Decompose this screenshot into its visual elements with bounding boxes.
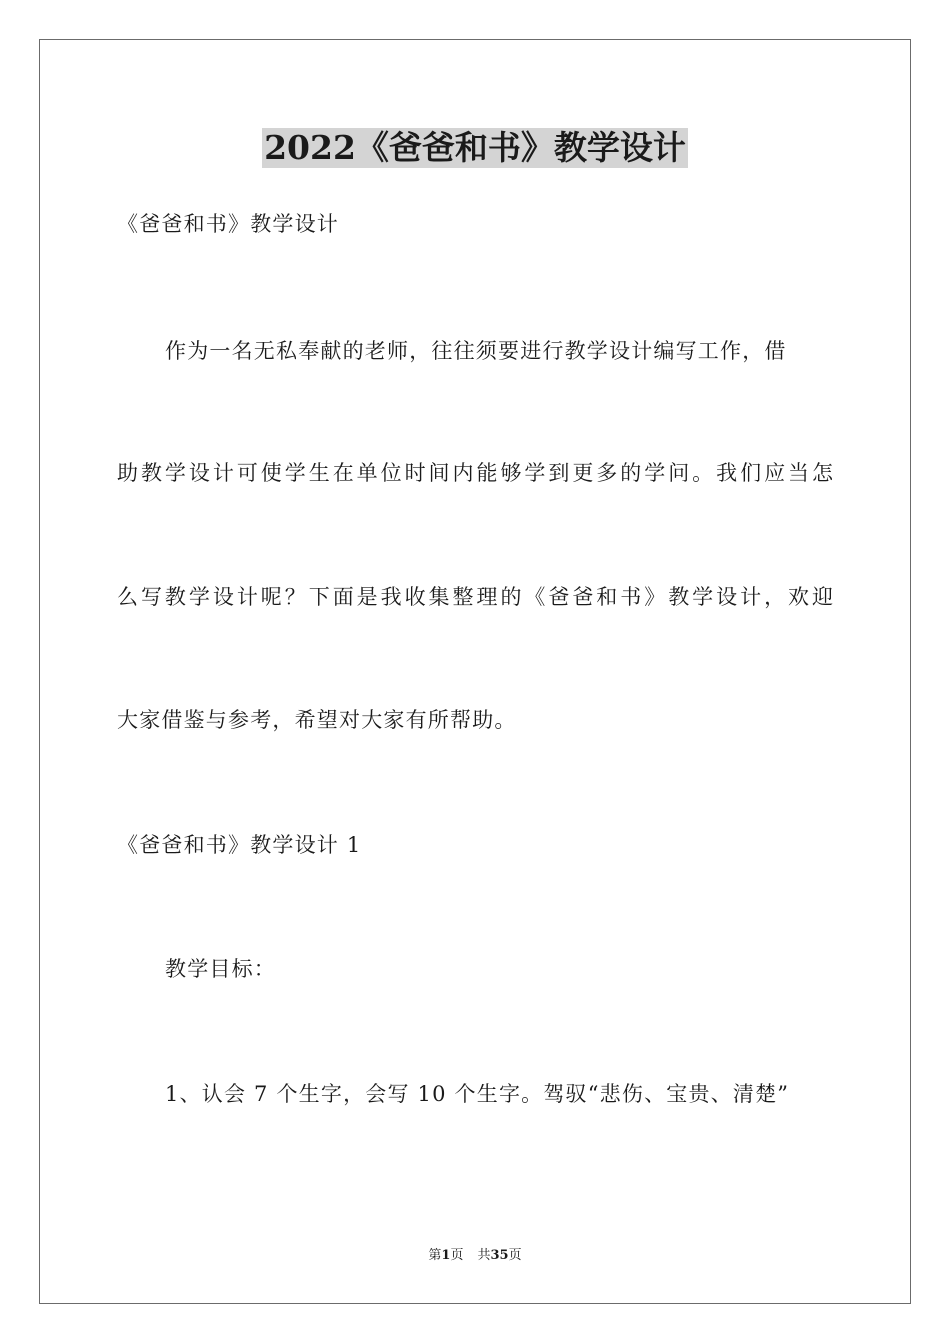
footer-page-number: 1: [441, 1248, 451, 1263]
intro-line-2: 助教学设计可使学生在单位时间内能够学到更多的学问。我们应当怎: [117, 461, 833, 485]
intro-line-4: 大家借鉴与参考，希望对大家有所帮助。: [117, 708, 517, 732]
intro-line-3: 么写教学设计呢？下面是我收集整理的《爸爸和书》教学设计，欢迎: [117, 585, 833, 609]
page-footer: [0, 1247, 950, 1265]
objective-item-1: 1、认会 7 个生字，会写 10 个生字。驾驭“悲伤、宝贵、清楚”: [165, 1082, 790, 1106]
document-subtitle: 《爸爸和书》教学设计: [117, 212, 339, 236]
footer-page-suffix: 页: [450, 1248, 464, 1263]
document-title: 2022《爸爸和书》教学设计: [264, 128, 686, 167]
intro-line-1: 作为一名无私奉献的老师，往往须要进行教学设计编写工作，借: [165, 339, 787, 363]
objectives-label: 教学目标：: [165, 957, 276, 981]
title-container: [0, 128, 950, 168]
footer-page-prefix: 第: [428, 1248, 442, 1263]
footer-total-prefix: 共: [477, 1248, 491, 1263]
section-heading: 《爸爸和书》教学设计 1: [117, 833, 362, 857]
footer-total-suffix: 页: [508, 1248, 522, 1263]
footer-total-pages: 35: [490, 1248, 509, 1263]
